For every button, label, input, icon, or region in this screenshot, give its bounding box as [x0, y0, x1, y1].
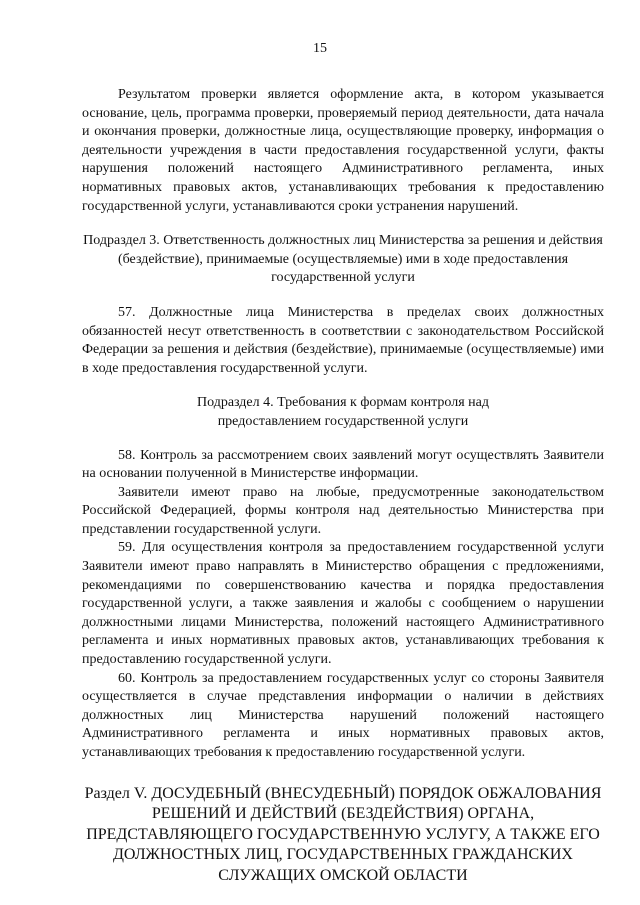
spacer	[82, 432, 604, 447]
paragraph-60: 60. Контроль за предоставлением государственных услуг со стороны Заявителя осуществляется в случае представления информации о наличии в действиях должностных лиц Министерства нарушений положений настоящего Административного регламента и иных нормативных правовых актов, устанавливающих требования к предоставлению государственной услуги.	[82, 670, 604, 760]
paragraph-58: 58. Контроль за рассмотрением своих заявлений могут осуществлять Заявители на основании полученной в Министерстве информации.	[82, 447, 604, 482]
section-5-heading: Раздел V. ДОСУДЕБНЫЙ (ВНЕСУДЕБНЫЙ) ПОРЯДОК ОБЖАЛОВАНИЯ РЕШЕНИЙ И ДЕЙСТВИЙ (БЕЗДЕЙСТВИЯ) ОРГАНА, ПРЕДСТАВЛЯЮЩЕГО ГОСУДАРСТВЕННУЮ УСЛУГУ, А ТАКЖЕ ЕГО ДОЛЖНОСТНЫХ ЛИЦ, ГОСУДАРСТВЕННЫХ ГРАЖДАНСКИХ СЛУЖАЩИХ ОМСКОЙ ОБЛАСТИ	[84, 784, 602, 884]
paragraph-59: 59. Для осуществления контроля за предоставлением государственной услуги Заявители имеют право направлять в Министерство обращения с предложениями, рекомендациями по совершенствованию качества и порядка предоставления государственной услуги, а также заявления и жалобы с сообщением о нарушении должностными лицами Министерства, положений настоящего Административного регламента и иных нормативных правовых актов, устанавливающих требования к предоставлению государственной услуги.	[82, 540, 604, 668]
paragraph-57: 57. Должностные лица Министерства в пределах своих должностных обязанностей несут ответственность в соответствии с законодательством Российской Федерации за решения и действия (бездействие), принимаемые (осуществляемые) ими в ходе предоставления государственной услуги.	[82, 304, 604, 376]
paragraph-58-continued: Заявители имеют право на любые, предусмотренные законодательством Российской Федерацией, формы контроля над деятельностью Министерства при представлении государственной услуги.	[82, 484, 604, 537]
subsection-4-heading: Подраздел 4. Требования к формам контроля над предоставлением государственной услуги	[196, 395, 489, 429]
page-number: 15	[313, 41, 327, 56]
paragraph-inspection-result: Результатом проверки является оформление акта, в котором указывается основание, цель, программа проверки, проверяемый период деятельности, дата начала и окончания проверки, должностные лица, осуществляющие проверку, информация о деятельности учреждения в части предоставления государственной услуги, факты нарушения положений настоящего Административного регламента, иных нормативных правовых актов, устанавливающих требования к предоставлению государственной услуги, устанавливаются сроки устранения нарушений.	[82, 87, 604, 214]
subsection-3-heading: Подраздел 3. Ответственность должностных лиц Министерства за решения и действия (бездействие), принимаемые (осуществляемые) ими в ходе предоставления государственной услуги	[83, 233, 603, 286]
spacer	[82, 288, 604, 304]
spacer	[82, 378, 604, 394]
spacer	[82, 763, 604, 784]
page-content	[82, 86, 604, 886]
spacer	[82, 216, 604, 232]
